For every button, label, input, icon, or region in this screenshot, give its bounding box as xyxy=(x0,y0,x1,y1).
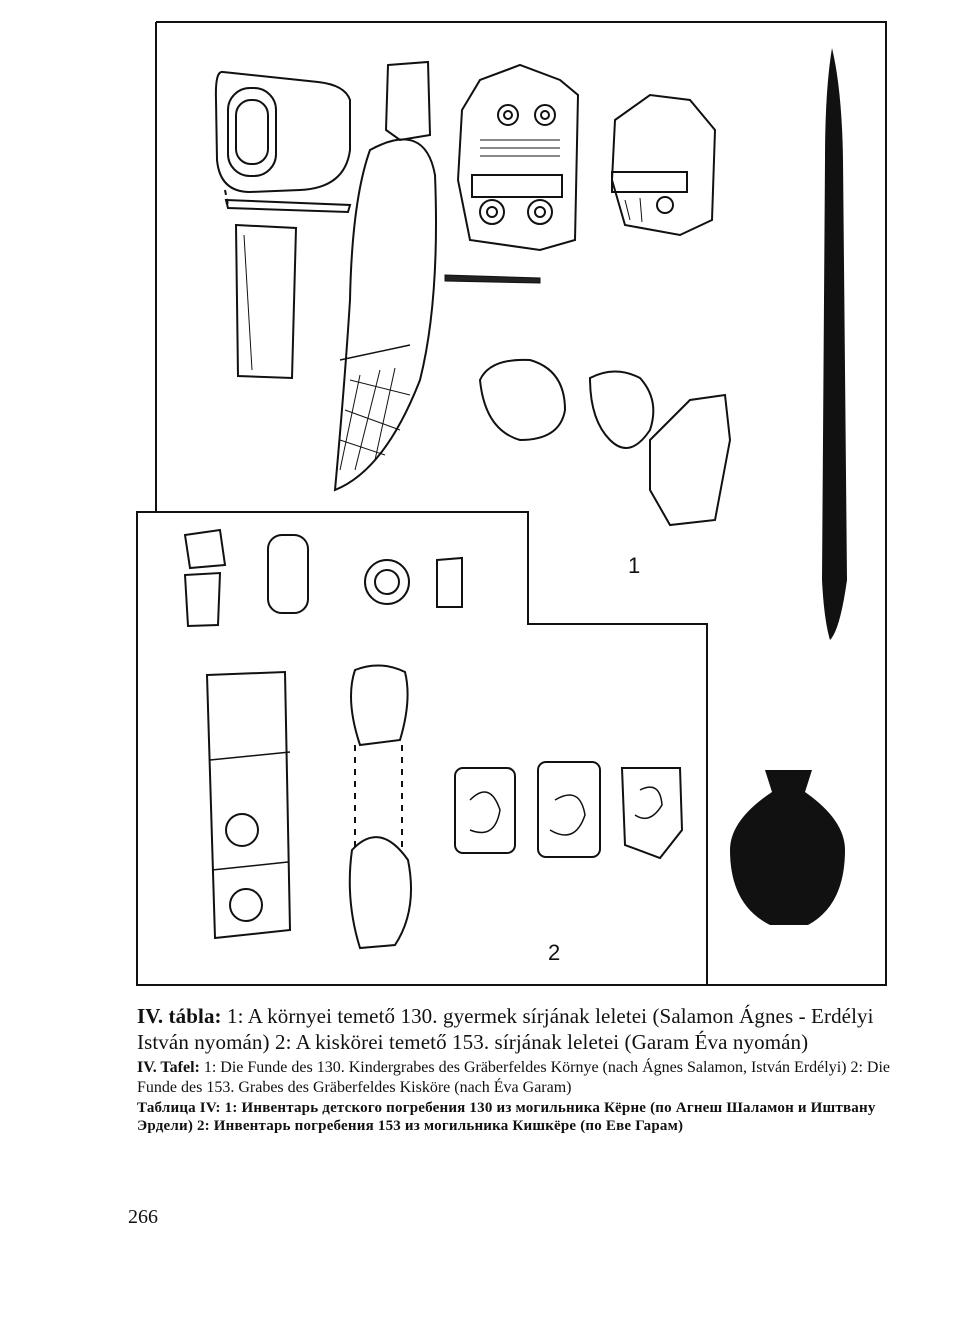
buckle-drawing xyxy=(216,72,350,212)
fragment-b xyxy=(590,372,653,449)
caption-ru-text: 1: Инвентарь детского погребения 130 из могильника Кёрне (по Агнеш Шаламон и Иштвану Эрдели) 2: Инвентарь погребения 153 из могильника Кишкёре (по Еве Гарам) xyxy=(137,1099,876,1135)
vessel-drawing xyxy=(730,770,845,925)
small-finds xyxy=(185,530,462,626)
fragment-c xyxy=(650,395,730,525)
figure-caption xyxy=(137,1003,897,1136)
fragment-a xyxy=(480,360,565,440)
knife-drawing xyxy=(335,139,436,490)
plaque-drawing xyxy=(386,62,430,140)
caption-hu-text: 1: A környei temető 130. gyermek sírjának leletei (Salamon Ágnes - Erdélyi István nyomán) 2: A kiskörei temető 153. sírjának leletei (Garam Éva nyomán) xyxy=(137,1004,874,1055)
label-1: 1 xyxy=(628,553,641,578)
caption-hu-label: IV. tábla: xyxy=(137,1004,222,1028)
page-number: 266 xyxy=(128,1206,158,1228)
label-2: 2 xyxy=(548,940,561,965)
mount-1 xyxy=(455,768,515,853)
caption-russian xyxy=(137,1099,897,1137)
beaded-strap-lower xyxy=(350,837,411,948)
bone-plate-drawing xyxy=(207,672,290,938)
section-2-finds xyxy=(207,665,845,948)
mount-2 xyxy=(538,762,600,857)
strap-end-drawing xyxy=(236,225,296,378)
mount-3 xyxy=(622,768,682,858)
caption-ru-label: Таблица IV: xyxy=(137,1099,221,1116)
pin-drawing xyxy=(445,275,540,283)
beaded-strap-upper xyxy=(351,665,408,745)
ornament-fragment-left xyxy=(458,65,578,250)
caption-german xyxy=(137,1058,897,1098)
caption-hungarian xyxy=(137,1003,897,1056)
caption-de-text: 1: Die Funde des 130. Kindergrabes des Gräberfeldes Környe (nach Ágnes Salamon, István Erdélyi) 2: Die Funde des 153. Grabes des Gräberfeldes Kisköre (nach Éva Garam) xyxy=(137,1058,891,1096)
caption-de-label: IV. Tafel: xyxy=(137,1058,200,1076)
section-1-finds xyxy=(216,48,847,640)
sword-drawing xyxy=(822,48,847,640)
ornament-fragment-right xyxy=(612,95,715,235)
